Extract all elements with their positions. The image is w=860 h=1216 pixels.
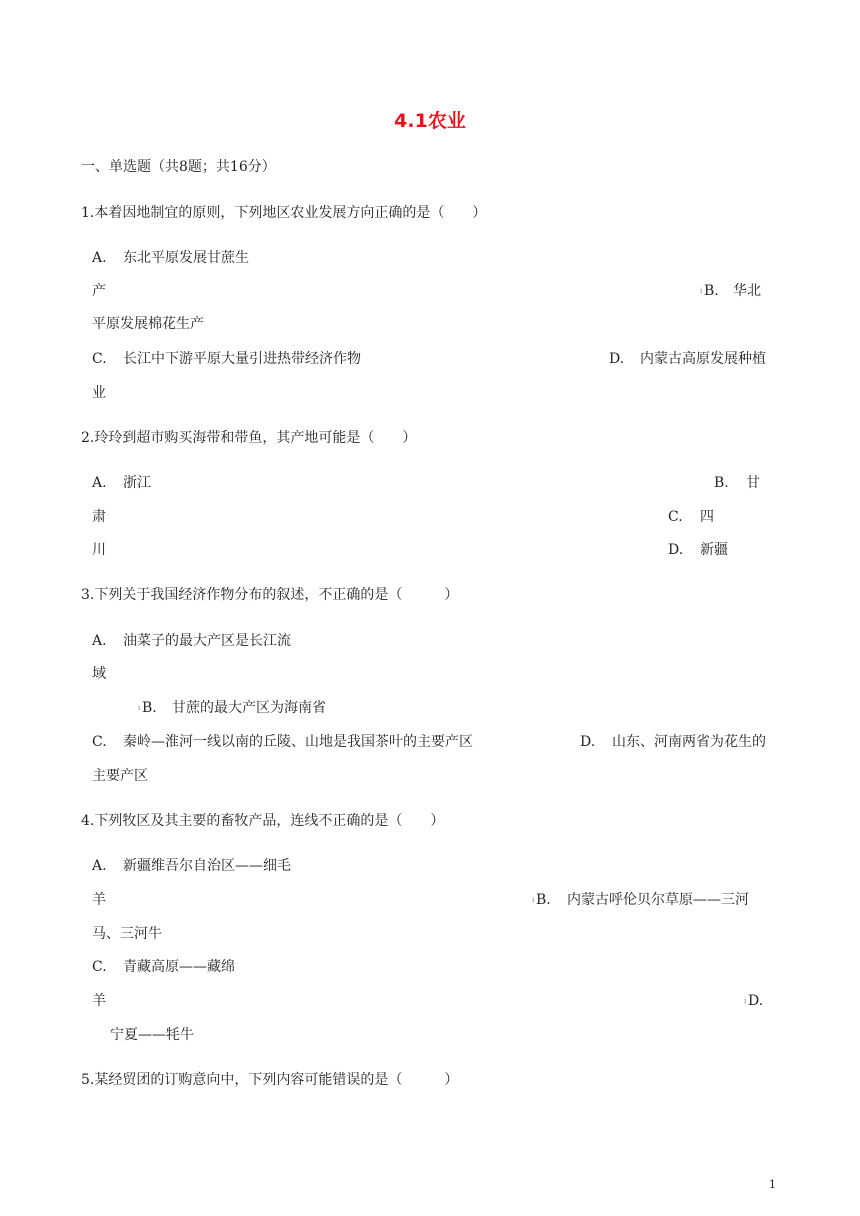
q4-option-a-text: 新疆维吾尔自治区——细毛 [123,858,291,874]
q1-option-a-label: A. [92,250,107,266]
q2-option-a-label: A. [92,475,107,491]
q3-option-a-text: 油菜子的最大产区是长江流 [123,633,291,649]
q1-option-c-text: 长江中下游平原大量引进热带经济作物 [123,351,361,367]
q3-option-b-text: 甘蔗的最大产区为海南省 [172,700,326,716]
section-heading: 一、单选题（共8题；共16分） [81,159,276,175]
q3-option-d-continued: 主要产区 [92,768,148,784]
q4-option-d-text: 宁夏——牦牛 [110,1027,194,1043]
anchor-mark: ⅰ [744,997,747,1005]
q1-option-d-label: D. [609,351,625,367]
q1-option-a-continued: 产 [92,283,106,299]
q4-option-a-continued: 羊 [92,892,106,908]
question-3-stem: 3.下列关于我国经济作物分布的叙述，不正确的是（ ） [81,587,459,603]
q1-option-d-continued: 业 [92,385,106,401]
anchor-mark: ⅰ [700,287,703,295]
q2-option-b-text: 甘 [746,475,760,491]
q2-option-d-label: D. [668,542,684,558]
anchor-mark: ⅰ [532,896,535,904]
q2-option-b-label: B. [714,475,729,491]
question-1-stem: 1.本着因地制宜的原则，下列地区农业发展方向正确的是（ ） [81,205,487,221]
anchor-mark: ⅰ [138,704,141,712]
page-number: 1 [769,1178,776,1191]
q4-option-b-text: 内蒙古呼伦贝尔草原——三河 [567,892,749,908]
q2-option-c-label: C. [668,509,683,525]
q2-option-a-text: 浙江 [123,475,151,491]
q1-option-a-text: 东北平原发展甘蔗生 [123,250,249,266]
q4-option-b-label: B. [536,892,551,908]
q3-option-d-text: 山东、河南两省为花生的 [612,734,766,750]
q1-option-d-text: 内蒙古高原发展种植 [640,351,766,367]
q2-option-c-continued: 川 [92,542,106,558]
question-2-stem: 2.玲玲到超市购买海带和带鱼，其产地可能是（ ） [81,430,417,446]
q3-option-a-continued: 域 [92,666,106,682]
q3-option-a-label: A. [92,633,107,649]
q1-option-c-label: C. [92,351,107,367]
q4-option-c-text: 青藏高原——藏绵 [123,959,235,975]
page-title: 4.1农业 [394,110,466,132]
q4-option-c-continued: 羊 [92,993,106,1009]
q4-option-c-label: C. [92,959,107,975]
q3-option-c-label: C. [92,734,107,750]
q2-option-c-text: 四 [700,509,714,525]
question-5-stem: 5.某经贸团的订购意向中，下列内容可能错误的是（ ） [81,1072,459,1088]
q4-option-b-continued: 马、三河牛 [92,926,162,942]
q2-option-b-continued: 肃 [92,509,106,525]
q3-option-d-label: D. [580,734,596,750]
q3-option-c-text: 秦岭—淮河一线以南的丘陵、山地是我国茶叶的主要产区 [123,734,473,750]
q4-option-a-label: A. [92,858,107,874]
q3-option-b-label: B. [142,700,157,716]
q4-option-d-label: D. [748,993,764,1009]
q1-option-b-label: B. [704,283,719,299]
question-4-stem: 4.下列牧区及其主要的畜牧产品，连线不正确的是（ ） [81,813,445,829]
q1-option-b-continued: 平原发展棉花生产 [92,316,204,332]
q2-option-d-text: 新疆 [700,542,728,558]
q1-option-b-text: 华北 [733,283,761,299]
